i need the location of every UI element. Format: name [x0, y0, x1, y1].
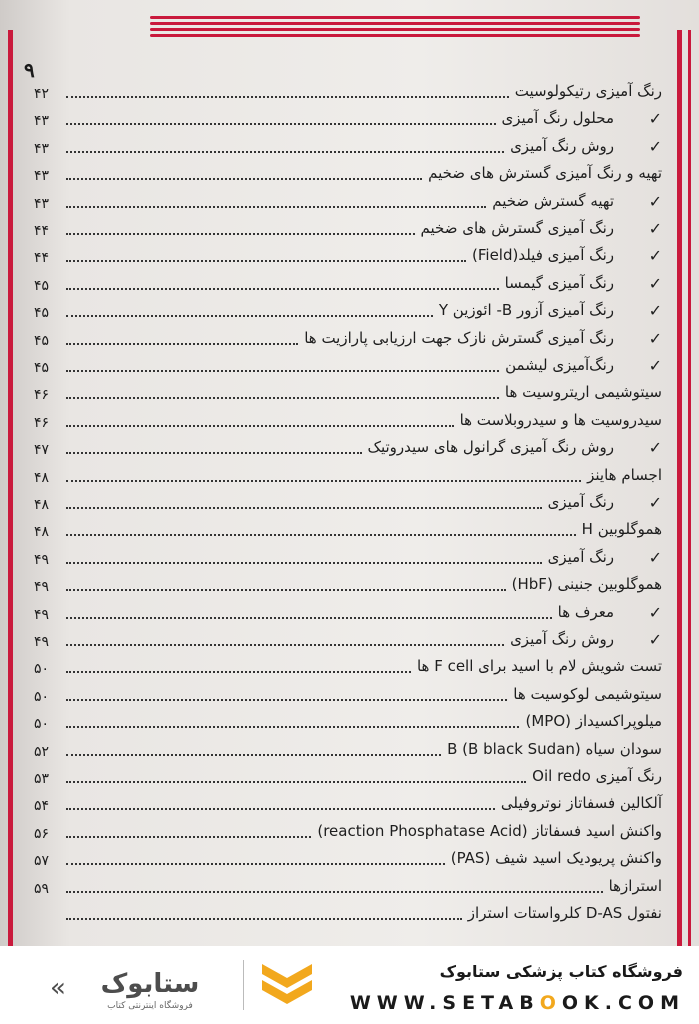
toc-title: هموگلوبین جنینی (HbF) [511, 575, 662, 594]
toc-leader-dots [66, 288, 499, 290]
toc-entry [22, 518, 662, 540]
toc-title: رنگ آمیزی آزور B- ائوزین Y [438, 301, 614, 320]
toc-page-number: ۴۵ [34, 305, 50, 322]
toc-page-number: ۴۲ [34, 86, 50, 102]
toc-entry [22, 135, 662, 157]
toc-leader-dots [66, 315, 433, 317]
toc-leader-dots [66, 534, 576, 536]
toc-title: رنگ آمیزی گیمسا [504, 273, 614, 292]
toc-entry [22, 847, 662, 869]
toc-page-number: ۴۵ [34, 360, 50, 376]
toc-page-number: ۵۰ [34, 716, 50, 733]
checkmark-icon: ✓ [648, 602, 662, 622]
toc-entry [22, 601, 662, 623]
checkmark-icon: ✓ [648, 219, 662, 238]
toc-title: معرف ها [557, 602, 614, 621]
checkmark-icon: ✓ [648, 191, 662, 211]
chevron-logo-icon [258, 956, 316, 1012]
checkmark-icon: ✓ [648, 630, 662, 649]
toc-title: سیتوشیمی لوکوسیت ها [513, 684, 662, 703]
toc-entry [22, 491, 662, 513]
toc-title: آلکالین فسفاتاز نوتروفیلی [500, 794, 662, 813]
left-red-border [8, 30, 13, 946]
toc-page-number: ۴۳ [34, 113, 50, 130]
toc-leader-dots [66, 480, 581, 482]
toc-entry [22, 217, 662, 239]
toc-title: رنگ آمیزی فیلد(Field) [472, 246, 614, 265]
toc-leader-dots [66, 671, 411, 673]
toc-leader-dots [66, 507, 542, 509]
toc-leader-dots [66, 178, 422, 180]
toc-title: سودان سیاه B (B black Sudan) [447, 739, 662, 758]
toc-entry [22, 875, 662, 897]
toc-leader-dots [66, 370, 499, 372]
toc-page-number: ۴۷ [34, 442, 50, 459]
toc-entry [22, 546, 662, 568]
toc-entry [22, 820, 662, 842]
toc-title: میلوپراکسیداز (MPO) [525, 712, 662, 731]
toc-title: نفتول D-AS کلرواستات استراز [467, 904, 662, 922]
toc-title: رنگ آمیزی رتیکولوسیت [514, 82, 662, 100]
toc-page-number: ۴۶ [34, 414, 50, 431]
toc-leader-dots [66, 425, 454, 427]
toc-entry [22, 628, 662, 650]
toc-page-number: ۵۳ [34, 771, 50, 787]
toc-page-number: ۴۹ [34, 634, 50, 650]
toc-page-number: ۴۴ [34, 223, 50, 239]
toc-page-number: ۴۵ [34, 277, 50, 294]
toc-title: روش رنگ آمیزی [510, 136, 614, 155]
toc-title: رنگ‌آمیزی لیشمن [505, 356, 614, 374]
toc-page-number: ۵۲ [34, 743, 50, 760]
toc-leader-dots [66, 452, 362, 454]
toc-leader-dots [66, 808, 495, 810]
checkmark-icon: ✓ [648, 493, 662, 512]
toc-entry [22, 299, 662, 321]
toc-page-number: ۴۸ [34, 497, 50, 513]
toc-entry [22, 381, 662, 403]
toc-leader-dots [66, 562, 542, 564]
toc-title: رنگ آمیزی [547, 547, 614, 566]
toc-title: واکنش اسید فسفاتاز (reaction Phosphatase Acid) [317, 821, 662, 840]
toc-leader-dots [66, 206, 486, 208]
toc-page-number: ۴۸ [34, 469, 50, 486]
toc-page-number: ۴۹ [34, 579, 50, 596]
toc-title: رنگ آمیزی گسترش نازک جهت ارزیابی پارازیت ها [304, 328, 614, 347]
toc-page-number: ۴۶ [34, 387, 50, 404]
toc-page-number: ۵۴ [34, 798, 50, 815]
toc-page-number: ۴۸ [34, 524, 50, 541]
toc-title: تست شویش لام با اسید برای F cell ها [416, 657, 662, 676]
toc-title: سیدروسیت ها و سیدروبلاست ها [459, 410, 662, 429]
toc-entry [22, 683, 662, 705]
checkmark-icon: ✓ [648, 136, 662, 156]
toc-leader-dots [66, 260, 466, 262]
toc-entry [22, 327, 662, 349]
toc-entry [22, 244, 662, 266]
logo-tagline: فروشگاه اینترنتی کتاب [107, 1001, 193, 1010]
toc-leader-dots [66, 151, 504, 153]
toc-leader-dots [66, 699, 507, 701]
toc-page-number: ۴۳ [34, 195, 50, 212]
toc-leader-dots [66, 891, 603, 893]
toc-page-number: ۴۹ [34, 606, 50, 623]
toc-entry [22, 436, 662, 458]
toc-leader-dots [66, 617, 552, 619]
toc-entry [22, 272, 662, 294]
toc-entry [22, 107, 662, 129]
toc-leader-dots [66, 754, 441, 756]
logo-word: ستابوک [100, 969, 200, 999]
toc-page-number: ۵۷ [34, 853, 50, 870]
toc-leader-dots [66, 589, 506, 591]
setabook-logo [30, 966, 210, 1010]
toc-page-number: ۴۹ [34, 551, 50, 568]
checkmark-icon: ✓ [648, 328, 662, 348]
checkmark-icon: ✓ [648, 301, 662, 321]
toc-leader-dots [66, 96, 509, 98]
footer-divider [243, 960, 244, 1010]
toc-leader-dots [66, 781, 526, 783]
toc-entry [22, 573, 662, 595]
toc-entry [22, 655, 662, 677]
toc-entry [22, 354, 662, 376]
toc-leader-dots [66, 123, 496, 125]
toc-page-number: ۴۳ [34, 140, 50, 157]
toc-entry [22, 738, 662, 760]
toc-title: رنگ آمیزی گسترش های ضخیم [420, 219, 614, 237]
toc-leader-dots [66, 836, 311, 838]
checkmark-icon: ✓ [648, 273, 662, 293]
toc-leader-dots [66, 233, 415, 235]
toc-title: محلول رنگ آمیزی [501, 109, 614, 128]
toc-entry [22, 80, 662, 102]
toc-entry [22, 710, 662, 732]
toc-title: استرازها [608, 876, 662, 895]
toc-title: روش رنگ آمیزی گرانول های سیدروتیک [367, 438, 614, 457]
toc-entry [22, 902, 662, 924]
checkmark-icon: ✓ [648, 547, 662, 567]
toc-title: رنگ آمیزی [547, 493, 614, 511]
checkmark-icon: ✓ [648, 246, 662, 266]
toc-title: رنگ آمیزی Oil redo [532, 767, 662, 785]
toc-entry [22, 765, 662, 787]
toc-leader-dots [66, 726, 519, 728]
toc-title: سیتوشیمی اریتروسیت ها [504, 383, 662, 402]
toc-title: اجسام هاینز [587, 465, 662, 484]
checkmark-icon: ✓ [648, 438, 662, 458]
toc-page-number: ۴۳ [34, 168, 50, 185]
toc-page-number: ۵۶ [34, 825, 50, 842]
store-name: فروشگاه کتاب پزشکی ستابوک [439, 962, 683, 981]
store-url[interactable]: WWW.SETABOOK.COM [349, 992, 685, 1014]
toc-title: هموگلوبین H [581, 520, 662, 539]
toc-leader-dots [66, 343, 298, 345]
toc-entry [22, 792, 662, 814]
page-number: ۹ [24, 58, 35, 82]
top-decor-stripes [150, 16, 640, 44]
toc-title: روش رنگ آمیزی [510, 630, 614, 648]
toc-leader-dots [66, 918, 462, 920]
toc-entry [22, 190, 662, 212]
toc-page-number: ۵۹ [34, 880, 50, 897]
checkmark-icon: ✓ [648, 109, 662, 129]
toc-page-number: ۴۵ [34, 332, 50, 349]
toc-entry [22, 409, 662, 431]
toc-title: واکنش پریودیک اسید شیف (PAS) [450, 849, 662, 868]
right-red-border-outer [688, 30, 691, 946]
toc-entry [22, 162, 662, 184]
toc-page-number: ۴۴ [34, 250, 50, 267]
svg-text:«: « [50, 973, 66, 1003]
checkmark-icon: ✓ [648, 356, 662, 375]
toc-title: تهیه و رنگ آمیزی گسترش های ضخیم [428, 164, 662, 183]
store-footer [0, 946, 699, 1024]
toc-title: تهیه گسترش ضخیم [492, 191, 614, 210]
toc-leader-dots [66, 397, 499, 399]
toc-page-number: ۵۰ [34, 688, 50, 705]
right-red-border [677, 30, 682, 946]
toc-page-number: ۵۰ [34, 661, 50, 678]
toc-leader-dots [66, 863, 445, 865]
toc-leader-dots [66, 644, 504, 646]
toc-entry [22, 464, 662, 486]
